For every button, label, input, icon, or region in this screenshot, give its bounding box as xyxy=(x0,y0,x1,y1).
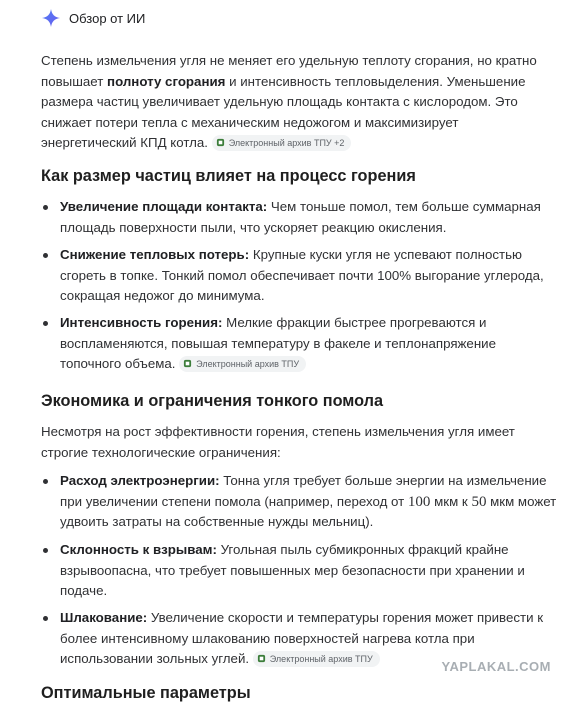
item-label: Снижение тепловых потерь: xyxy=(60,247,250,262)
item-label: Увеличение площади контакта: xyxy=(60,199,268,214)
archive-icon xyxy=(257,654,266,663)
source-chip-label: Электронный архив ТПУ xyxy=(269,653,373,664)
section-heading-economics: Экономика и ограничения тонкого помола xyxy=(41,392,384,410)
item-text: Чем тоньше помол, тем больше суммарная площадь поверхности пыли, что ускоряет реакцию окисления. xyxy=(60,199,541,235)
source-chip[interactable] xyxy=(179,356,306,372)
watermark: YAPLAKAL.COM xyxy=(441,659,551,674)
source-chip-label: Электронный архив ТПУ +2 xyxy=(228,137,345,148)
intro-bold: полноту сгорания xyxy=(107,73,226,89)
item-text: мкм к xyxy=(430,493,472,509)
item-label: Склонность к взрывам: xyxy=(60,542,217,557)
source-chip[interactable] xyxy=(212,135,352,151)
source-chip-label: Электронный архив ТПУ xyxy=(196,358,300,369)
section-heading-particle-size: Как размер частиц влияет на процесс горения xyxy=(41,167,416,185)
section-heading-optimal: Оптимальные параметры xyxy=(41,684,251,702)
item-label: Интенсивность горения: xyxy=(60,315,223,330)
list-item xyxy=(60,197,558,238)
archive-icon xyxy=(183,359,192,368)
list-item xyxy=(60,313,558,375)
item-text: Увеличение скорости и температуры горения может привести к более интенсивному шлакованию поверхностей нагрева котла при использовании зольных углей. xyxy=(60,610,544,667)
section2-intro: Несмотря на рост эффективности горения, степень измельчения угля имеет строгие технологические ограничения: xyxy=(41,424,515,460)
list-item xyxy=(60,471,558,533)
header-title: Обзор от ИИ xyxy=(69,10,146,26)
list-item xyxy=(60,540,558,602)
sparkle-icon xyxy=(41,8,61,28)
item-number: 100 xyxy=(407,493,431,510)
intro-text-1: Степень измельчения угля не меняет его удельную теплоту сгорания, но кратно повышает xyxy=(41,53,537,89)
archive-icon xyxy=(216,138,225,147)
item-text: Тонна угля требует больше энергии на измельчение при увеличении степени помола (например, переход от xyxy=(60,473,547,509)
item-number: 50 xyxy=(471,493,487,510)
item-text: Мелкие фракции быстрее прогреваются и воспламеняются, повышая температуру в факеле и теплонапряжение топочного объема. xyxy=(60,315,496,372)
item-text: мкм может удвоить затраты на собственные нужды мельниц). xyxy=(60,493,557,530)
list-item xyxy=(60,245,558,307)
item-text: Крупные куски угля не успевают полностью сгореть в топке. Тонкий помол обеспечивает почти 100% выгорание углерода, сокращая недожог до минимума. xyxy=(60,247,544,304)
intro-text-2: и интенсивность тепловыделения. Уменьшение размера частиц увеличивает удельную площадь контакта с кислородом. Это снижает потери тепла с механическим недожогом и максимизирует энергетический КПД котла. xyxy=(41,73,526,151)
item-label: Расход электроэнергии: xyxy=(60,473,220,488)
item-label: Шлакование: xyxy=(60,610,148,625)
intro-paragraph xyxy=(41,51,553,154)
source-chip[interactable] xyxy=(253,651,380,667)
item-text: Угольная пыль субмикронных фракций крайне взрывоопасна, что требует повышенных мер безопасности при хранении и подаче. xyxy=(60,542,525,599)
ai-overview-header xyxy=(41,8,145,28)
